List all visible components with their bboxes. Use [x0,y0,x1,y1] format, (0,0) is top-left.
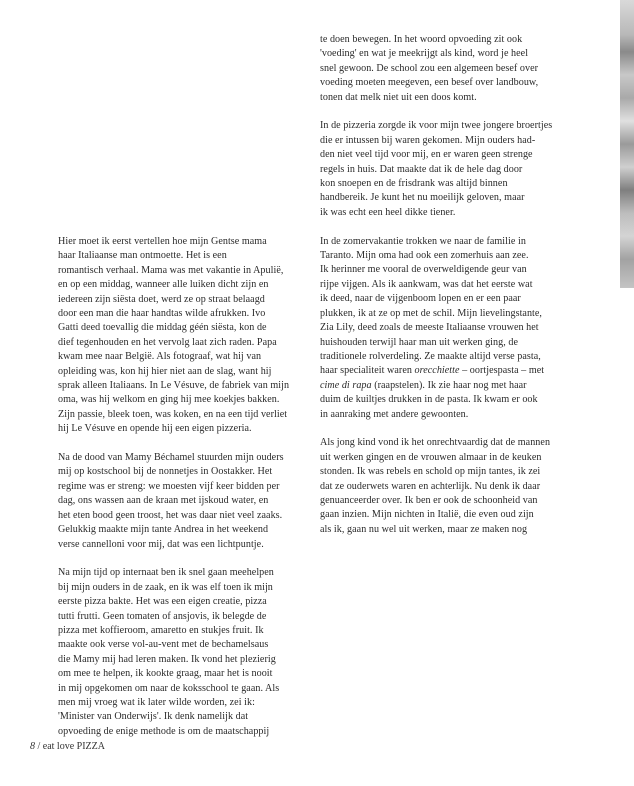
text-line: mij op kostschool bij de nonnetjes in Oostakker. Het [58,466,273,478]
text-segment: – oortjespasta – met [459,365,545,377]
text-line [320,33,600,47]
paragraph [58,451,320,552]
text-segment: gaan inzien. Mijn nichten in Italië, die even oud zijn [320,509,534,521]
text-segment: Als jong kind vond ik het onrechtvaardig dat de mannen [320,437,551,449]
edge-photo-strip [620,0,634,288]
text-line: door een man die haar handtas wilde afrukken. Ivo [58,308,266,320]
paragraph [320,235,600,422]
text-line [320,134,600,148]
text-line [320,148,600,162]
text-segment: als ik, gaan nu wel uit werken, maar ze maken nog [320,523,528,535]
text-segment: voeding moeten meegeven, een besef over landbouw, [320,77,539,89]
text-line [320,350,600,364]
text-segment: die er intussen bij waren gekomen. Mijn ouders had- [320,134,536,146]
text-line [320,249,600,263]
text-line: Na de dood van Mamy Béchamel stuurden mijn ouders [58,452,284,464]
text-line [320,263,600,277]
text-line [320,465,600,479]
text-segment: Taranto. Mijn oma had ook een zomerhuis aan zee. [320,250,529,262]
right-column [320,33,600,552]
text-line: die Mamy mij had leren maken. Ik vond het plezierig [58,653,276,665]
text-segment: regels in huis. Dat maakte dat ik de hele dag door [320,163,523,175]
text-line [320,278,600,292]
text-line: kwam mee naar België. Als fotograaf, wat hij van [58,351,262,363]
text-line: Zijn passie, bleek toen, was koken, en na een tijd verliet [58,408,288,420]
text-segment: rijpe vijgen. Als ik aankwam, was dat het eerste wat [320,278,533,290]
text-line: om mee te helpen, ik kookte graag, maar het is nooit [58,668,273,680]
text-line [320,393,600,407]
text-segment: tonen dat melk niet uit een doos komt. [320,91,477,103]
text-line [320,480,600,494]
text-segment: genuanceerder over. Ik ben er ook de schoonheid van [320,494,538,506]
text-segment: ik deed, naar de vijgenboom lopen en er een paar [320,293,521,305]
text-line [320,177,600,191]
text-segment: snel gewoon. De school zou een algemeen besef over [320,62,539,74]
text-line [320,206,600,220]
text-line: iedereen zijn siësta doet, werd ze op straat belaagd [58,293,265,305]
text-line [320,408,600,422]
text-segment: ik was echt een heel dikke tiener. [320,206,456,218]
page-footer [30,741,105,752]
text-segment: te doen bewegen. In het woord opvoeding zit ook [320,34,523,45]
page-number: 8 [30,741,35,752]
text-line [320,508,600,522]
text-line: Gatti deed toevallig die middag géén siësta, kon de [58,322,267,334]
text-line: regime was er streng: we moesten vijf keer bidden per [58,480,280,492]
text-segment: (raapstelen). Ik zie haar nog met haar [371,379,527,391]
text-line: men mij vroeg wat ik later wilde worden, zei ik: [58,696,255,708]
text-segment: Ik herinner me vooral de overweldigende geur van [320,264,527,276]
book-title-lower: eat love [42,741,75,752]
text-line: het eten bood geen troost, het was daar niet veel zaaks. [58,509,283,521]
text-line [320,292,600,306]
text-line: 'Minister van Onderwijs'. Ik denk namelijk dat [58,711,249,723]
text-line [320,321,600,335]
text-line: Hier moet ik eerst vertellen hoe mijn Gentse mama [58,236,267,247]
text-line [320,436,600,450]
text-line: romantisch verhaal. Mama was met vakantie in Apulië, [58,264,284,276]
text-line [320,119,600,133]
text-segment: In de pizzeria zorgde ik voor mijn twee jongere broertjes [320,120,553,132]
text-segment: duim de kuiltjes drukken in de pasta. Ik kwam er ook [320,394,538,406]
text-segment: dat ze ouderwets waren en achterlijk. Nu denk ik daar [320,480,541,492]
text-line: opvoeding de enige methode is om de maatschappij [58,725,270,737]
text-line [320,379,600,393]
text-line [320,336,600,350]
text-segment: uit werken gingen en de vrouwen almaar in de keuken [320,451,542,463]
text-segment: stonden. Ik was rebels en schold op mijn tantes, ik zei [320,466,541,478]
paragraph [320,119,600,220]
text-segment: den niet veel tijd voor mij, en er waren geen strenge [320,149,533,161]
text-segment: Zia Lily, deed zoals de meeste Italiaanse vrouwen het [320,322,539,334]
text-line: dief tegenhouden en het vervolg laat zich raden. Papa [58,336,277,348]
text-line: dag, ons wassen aan de kraan met ijskoud water, en [58,495,269,507]
text-line [320,76,600,90]
text-line [320,494,600,508]
text-line: en op een middag, wanneer alle luiken dicht zijn en [58,279,269,291]
text-line [320,235,600,249]
text-line [320,307,600,321]
text-line: Na mijn tijd op internaat ben ik snel gaan meehelpen [58,567,274,579]
text-line: haar Italiaanse man ontmoette. Het is een [58,250,227,262]
text-segment: haar specialiteit waren [320,365,415,377]
footer-separator: / [35,741,43,752]
left-column [58,235,320,754]
text-line: bij mijn ouders in de zaak, en ik was elf toen ik mijn [58,581,273,593]
text-line [320,47,600,61]
text-line: eerste pizza bakte. Het was een eigen creatie, pizza [58,596,267,608]
text-segment: kon snoepen en de frisdrank was altijd binnen [320,178,508,190]
text-line: verse cannelloni voor mij, dat was een lichtpuntje. [58,538,264,550]
text-segment: traditionele rolverdeling. Ze maakte altijd verse pasta, [320,350,541,362]
text-line: Gelukkig maakte mijn tante Andrea in het weekend [58,524,269,536]
book-title-upper: PIZZA [74,741,105,752]
paragraph [320,436,600,537]
text-segment: in aanraking met andere gewoonten. [320,408,469,420]
text-segment: plukken, ik at ze op met de schil. Mijn lievelingstante, [320,307,543,319]
text-segment: In de zomervakantie trokken we naar de familie in [320,235,526,247]
paragraph [58,235,320,437]
text-line [320,523,600,537]
italic-term: cime di rapa [320,379,372,391]
text-segment: huishouden terwijl haar man uit werken ging, de [320,336,519,348]
text-line: pizza met koffieroom, amaretto en stukjes fruit. Ik [58,624,264,636]
paragraph [320,33,600,105]
text-segment: handbereik. Je kunt het nu moeilijk geloven, maar [320,192,525,204]
text-line [320,62,600,76]
text-line [320,91,600,105]
text-line: tutti frutti. Geen tomaten of ansjovis, ik belegde de [58,610,267,622]
italic-term: orecchiette [414,365,460,377]
text-line [320,191,600,205]
text-segment: 'voeding' en wat je meekrijgt als kind, word je heel [320,48,529,60]
text-line: hij Le Vésuve en opende hij een eigen pizzeria. [58,423,252,435]
text-line: sprak alleen Italiaans. In Le Vésuve, de fabriek van mijn [58,380,290,392]
text-line [320,163,600,177]
text-line: opleiding was, kon hij hier niet aan de slag, want hij [58,365,272,377]
text-line: in mij opgekomen om naar de koksschool te gaan. Als [58,682,280,694]
paragraph [58,566,320,739]
text-line: maakte ook verse vol-au-vent met de bechamelsaus [58,639,269,651]
text-line [320,451,600,465]
text-line [320,364,600,378]
text-line: oma, was hij welkom en ging hij mee koekjes bakken. [58,394,280,406]
